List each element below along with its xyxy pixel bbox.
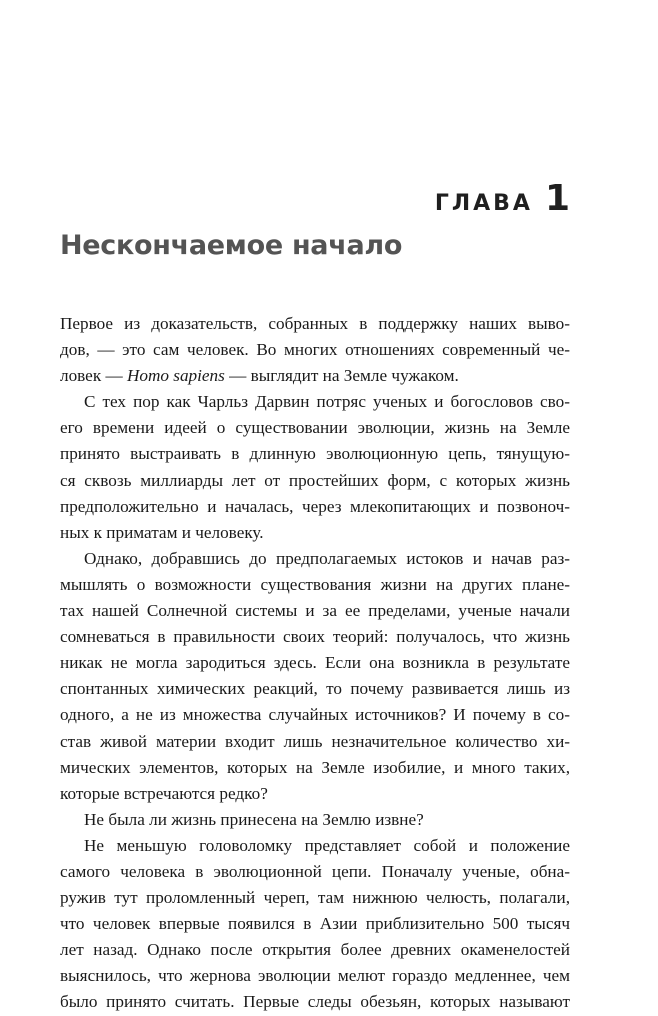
text-line: его времени идеей о существовании эволюции, жизнь на Земле xyxy=(60,418,570,438)
text-fragment: ловек — xyxy=(60,366,127,386)
text-line: Не меньшую головоломку представляет собой и положение xyxy=(84,835,570,855)
text-line: став живой материи входит лишь незначительное количество хи- xyxy=(60,731,570,751)
text-line: Первое из доказательств, собранных в поддержку наших выво- xyxy=(60,314,570,333)
text-line: С тех пор как Чарльз Дарвин потряс ученых и богословов сво- xyxy=(84,392,570,412)
chapter-label xyxy=(435,178,570,219)
text-line: ся сквозь миллиарды лет от простейших форм, с которых жизнь xyxy=(60,470,570,490)
text-line: никак не могла зародиться здесь. Если она возникла в результате xyxy=(60,653,570,673)
text-line: было принято считать. Первые следы обезьян, которых называют xyxy=(60,992,570,1012)
body-text xyxy=(60,311,570,1016)
chapter-word: ГЛАВА xyxy=(434,191,533,216)
text-line: выяснилось, что жернова эволюции мелют гораздо медленнее, чем xyxy=(60,966,570,986)
text-line: которые встречаются редко? xyxy=(60,783,268,803)
paragraph-4 xyxy=(60,807,570,833)
text-line: одного, а не из множества случайных источников? И почему в со- xyxy=(60,705,570,725)
text-line: лет назад. Однако после открытия более древних окаменелостей xyxy=(60,940,570,960)
text-line: спонтанных химических реакций, то почему развивается лишь из xyxy=(60,679,570,699)
text-line: ружив тут проломленный череп, там нижнюю челюсть, полагали, xyxy=(60,888,570,908)
italic-term: Homo sapiens xyxy=(126,366,225,386)
text-line xyxy=(60,363,570,389)
text-line: тах нашей Солнечной системы и за ее пределами, ученые начали xyxy=(60,601,570,621)
text-line: мышлять о возможности существования жизни на других плане- xyxy=(60,574,570,594)
paragraph-3 xyxy=(60,546,570,807)
text-line: что человек впервые появился в Азии приблизительно 500 тысяч xyxy=(60,914,570,934)
text-line: мических элементов, которых на Земле изобилие, и много таких, xyxy=(60,757,570,777)
text-line: принято выстраивать в длинную эволюционную цепь, тянущую- xyxy=(60,444,570,464)
text-line: предположительно и началась, через млекопитающих и позвоноч- xyxy=(60,496,570,516)
text-fragment: — выглядит на Земле чужаком. xyxy=(224,366,459,386)
paragraph-1 xyxy=(60,311,570,389)
text-line: сомневаться в правильности своих теорий: получалось, что жизнь xyxy=(60,627,570,647)
text-line: Однако, добравшись до предполагаемых истоков и начав раз- xyxy=(84,548,570,568)
paragraph-2 xyxy=(60,389,570,546)
text-line: Не была ли жизнь принесена на Землю извне? xyxy=(84,809,424,829)
chapter-title: Нескончаемое начало xyxy=(60,230,403,261)
text-line: ных к приматам и человеку. xyxy=(60,522,264,542)
text-line: дов, — это сам человек. Во многих отношениях современный че- xyxy=(60,340,570,360)
paragraph-5 xyxy=(60,833,570,1016)
chapter-number: 1 xyxy=(544,178,570,219)
text-line: самого человека в эволюционной цепи. Поначалу ученые, обна- xyxy=(60,861,570,881)
